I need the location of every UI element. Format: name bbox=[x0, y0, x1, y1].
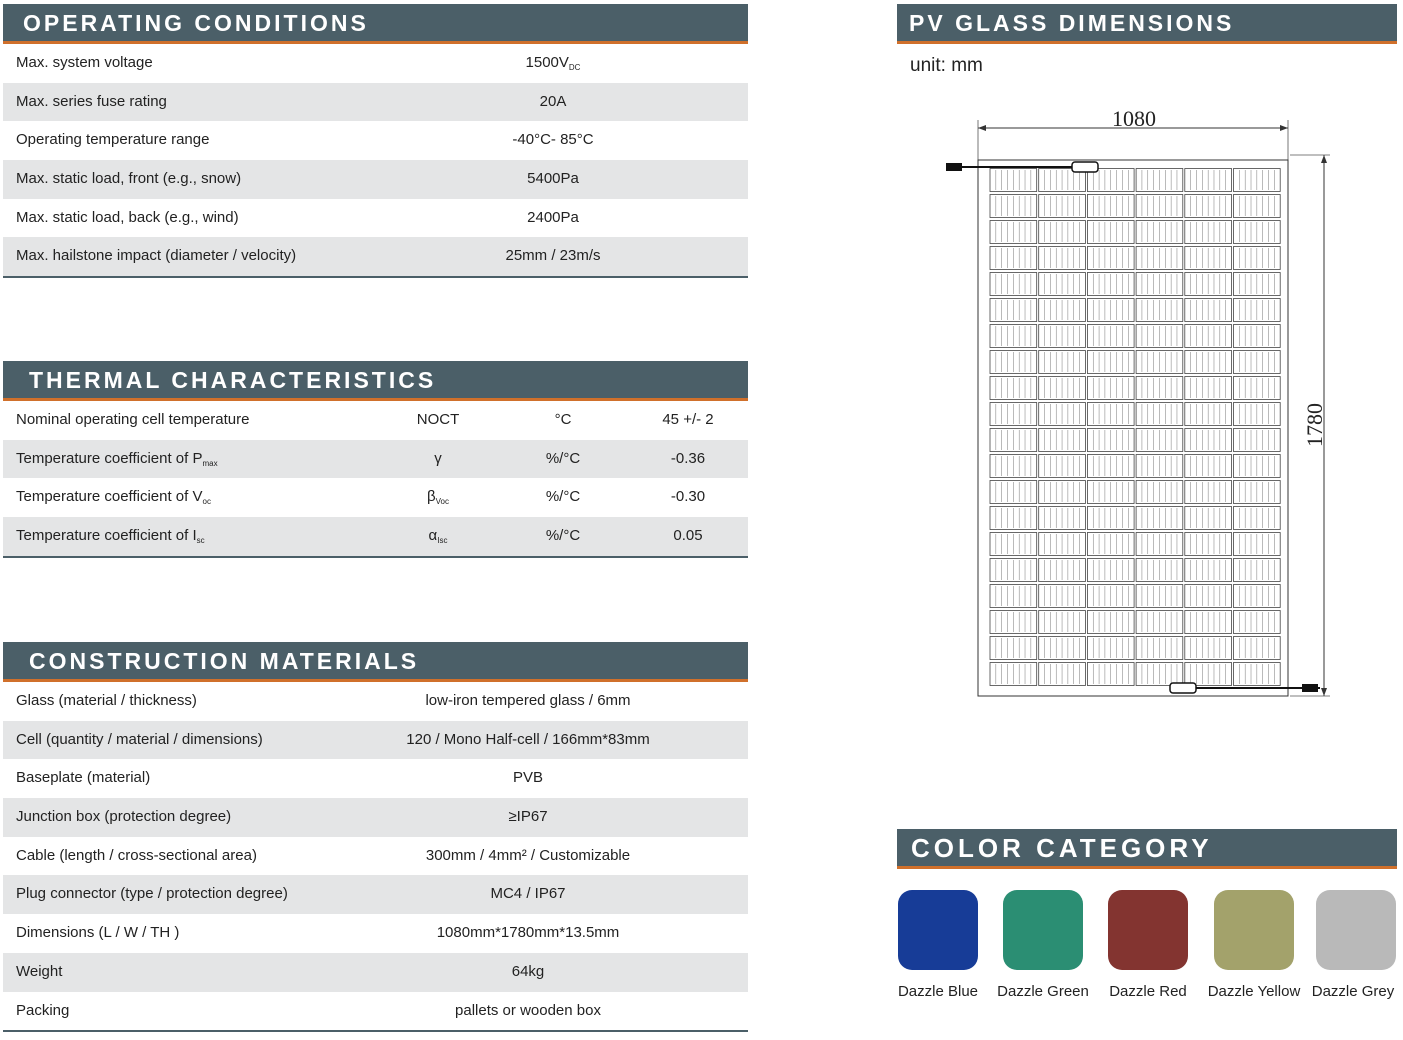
row-value: PVB bbox=[512, 769, 543, 787]
swatch-dazzle-blue bbox=[898, 890, 978, 970]
table-row bbox=[3, 160, 748, 199]
row-label: Operating temperature range bbox=[16, 131, 210, 149]
swatch-label: Dazzle Blue bbox=[897, 983, 979, 1000]
thermal-characteristics-table bbox=[3, 401, 748, 558]
row-value bbox=[303, 44, 803, 88]
row-label: Weight bbox=[16, 962, 63, 980]
swatch-dazzle-grey bbox=[1316, 890, 1396, 970]
table-row bbox=[3, 83, 748, 122]
swatch-label: Dazzle Yellow bbox=[1207, 983, 1301, 1000]
row-value: 300mm / 4mm² / Customizable bbox=[425, 846, 631, 864]
table-row bbox=[3, 199, 748, 238]
row-value: MC4 / IP67 bbox=[490, 885, 566, 903]
swatch-label: Dazzle Grey bbox=[1311, 983, 1395, 1000]
row-value: 2400Pa bbox=[527, 208, 579, 226]
row-label bbox=[16, 478, 211, 522]
row-label: Dimensions (L / W / TH ) bbox=[16, 924, 180, 942]
row-value: 25mm / 23m/s bbox=[505, 247, 601, 265]
symbol-text: β bbox=[427, 488, 436, 506]
connector-top bbox=[946, 163, 962, 171]
table-row bbox=[3, 875, 748, 914]
row-value: 1080mm*1780mm*13.5mm bbox=[436, 924, 620, 942]
operating-conditions-header: OPERATING CONDITIONS bbox=[3, 4, 748, 44]
row-value: 45 +/- 2 bbox=[662, 411, 714, 428]
row-symbol: NOCT bbox=[416, 411, 460, 428]
row-symbol bbox=[393, 517, 483, 561]
width-label: 1080 bbox=[1112, 106, 1156, 131]
table-row bbox=[3, 953, 748, 992]
row-label: Junction box (protection degree) bbox=[16, 808, 232, 826]
row-label: Glass (material / thickness) bbox=[16, 692, 197, 709]
label-text: Temperature coefficient of P bbox=[16, 449, 203, 467]
row-label: Cell (quantity / material / dimensions) bbox=[16, 730, 263, 748]
value-subscript: DC bbox=[568, 63, 581, 72]
row-unit: %/°C bbox=[545, 488, 581, 506]
construction-materials-header: CONSTRUCTION MATERIALS bbox=[3, 642, 748, 682]
row-label: Baseplate (material) bbox=[16, 769, 151, 787]
row-value: low-iron tempered glass / 6mm bbox=[425, 692, 631, 709]
table-row bbox=[3, 682, 748, 721]
pv-glass-drawing bbox=[940, 100, 1340, 710]
row-symbol bbox=[393, 478, 483, 522]
row-label: Nominal operating cell temperature bbox=[16, 411, 250, 428]
table-row bbox=[3, 478, 748, 517]
arrow-down-icon bbox=[1321, 688, 1327, 696]
row-label: Max. series fuse rating bbox=[16, 92, 167, 110]
row-symbol: γ bbox=[434, 449, 442, 467]
label-text: Temperature coefficient of V bbox=[16, 488, 203, 506]
thermal-characteristics-header: THERMAL CHARACTERISTICS bbox=[3, 361, 748, 401]
table-row bbox=[3, 401, 748, 440]
label-subscript: oc bbox=[202, 497, 211, 507]
row-label: Plug connector (type / protection degree) bbox=[16, 885, 288, 903]
row-label: Max. hailstone impact (diameter / velocity) bbox=[16, 247, 297, 265]
arrow-left-icon bbox=[978, 125, 986, 131]
junction-box-bottom bbox=[1170, 683, 1196, 693]
table-row bbox=[3, 721, 748, 760]
row-value: 5400Pa bbox=[527, 170, 579, 188]
unit-label: unit: mm bbox=[910, 55, 983, 76]
row-value: pallets or wooden box bbox=[455, 1001, 601, 1019]
row-value: 20A bbox=[539, 92, 567, 110]
construction-materials-table bbox=[3, 682, 748, 1032]
table-row bbox=[3, 440, 748, 479]
color-category-header: COLOR CATEGORY bbox=[897, 829, 1397, 869]
height-label: 1780 bbox=[1302, 403, 1327, 447]
table-bottom-rule bbox=[3, 276, 748, 278]
connector-bottom bbox=[1302, 684, 1318, 692]
swatch-label: Dazzle Green bbox=[997, 983, 1089, 1000]
swatch-dazzle-red bbox=[1108, 890, 1188, 970]
swatch-label: Dazzle Red bbox=[1109, 983, 1187, 1000]
row-unit: %/°C bbox=[545, 449, 581, 467]
row-unit: °C bbox=[554, 411, 572, 428]
swatch-dazzle-green bbox=[1003, 890, 1083, 970]
table-row bbox=[3, 992, 748, 1031]
glass-outline bbox=[978, 160, 1288, 696]
table-row bbox=[3, 517, 748, 556]
label-text: Temperature coefficient of I bbox=[16, 527, 197, 545]
row-label: Max. static load, front (e.g., snow) bbox=[16, 170, 242, 188]
junction-box-top bbox=[1072, 162, 1098, 172]
symbol-subscript: Voc bbox=[435, 497, 449, 507]
arrow-right-icon bbox=[1280, 125, 1288, 131]
symbol-subscript: Isc bbox=[437, 536, 448, 546]
row-label bbox=[16, 440, 218, 484]
table-bottom-rule bbox=[3, 1030, 748, 1032]
table-row bbox=[3, 121, 748, 160]
table-row bbox=[3, 759, 748, 798]
row-value: -40°C- 85°C bbox=[512, 131, 594, 149]
table-row bbox=[3, 44, 748, 83]
table-row bbox=[3, 914, 748, 953]
row-value: -0.36 bbox=[670, 449, 706, 467]
pv-glass-dimensions-header: PV GLASS DIMENSIONS bbox=[897, 4, 1397, 44]
value-text: 1500V bbox=[525, 54, 569, 71]
row-value: ≥IP67 bbox=[508, 808, 548, 826]
row-label: Packing bbox=[16, 1001, 70, 1019]
table-row bbox=[3, 837, 748, 876]
swatch-dazzle-yellow bbox=[1214, 890, 1294, 970]
label-subscript: sc bbox=[196, 536, 205, 546]
row-value: -0.30 bbox=[670, 488, 706, 506]
symbol-text: α bbox=[428, 527, 438, 545]
row-label: Max. static load, back (e.g., wind) bbox=[16, 208, 239, 226]
row-unit: %/°C bbox=[545, 527, 581, 545]
operating-conditions-table bbox=[3, 44, 748, 278]
row-label: Cable (length / cross-sectional area) bbox=[16, 846, 257, 864]
row-value: 64kg bbox=[511, 962, 545, 980]
label-subscript: max bbox=[202, 458, 218, 468]
table-row bbox=[3, 237, 748, 276]
row-value: 120 / Mono Half-cell / 166mm*83mm bbox=[406, 730, 650, 748]
row-label: Max. system voltage bbox=[16, 54, 153, 71]
row-label bbox=[16, 517, 205, 561]
row-value: 0.05 bbox=[673, 527, 703, 545]
arrow-up-icon bbox=[1321, 155, 1327, 163]
table-row bbox=[3, 798, 748, 837]
